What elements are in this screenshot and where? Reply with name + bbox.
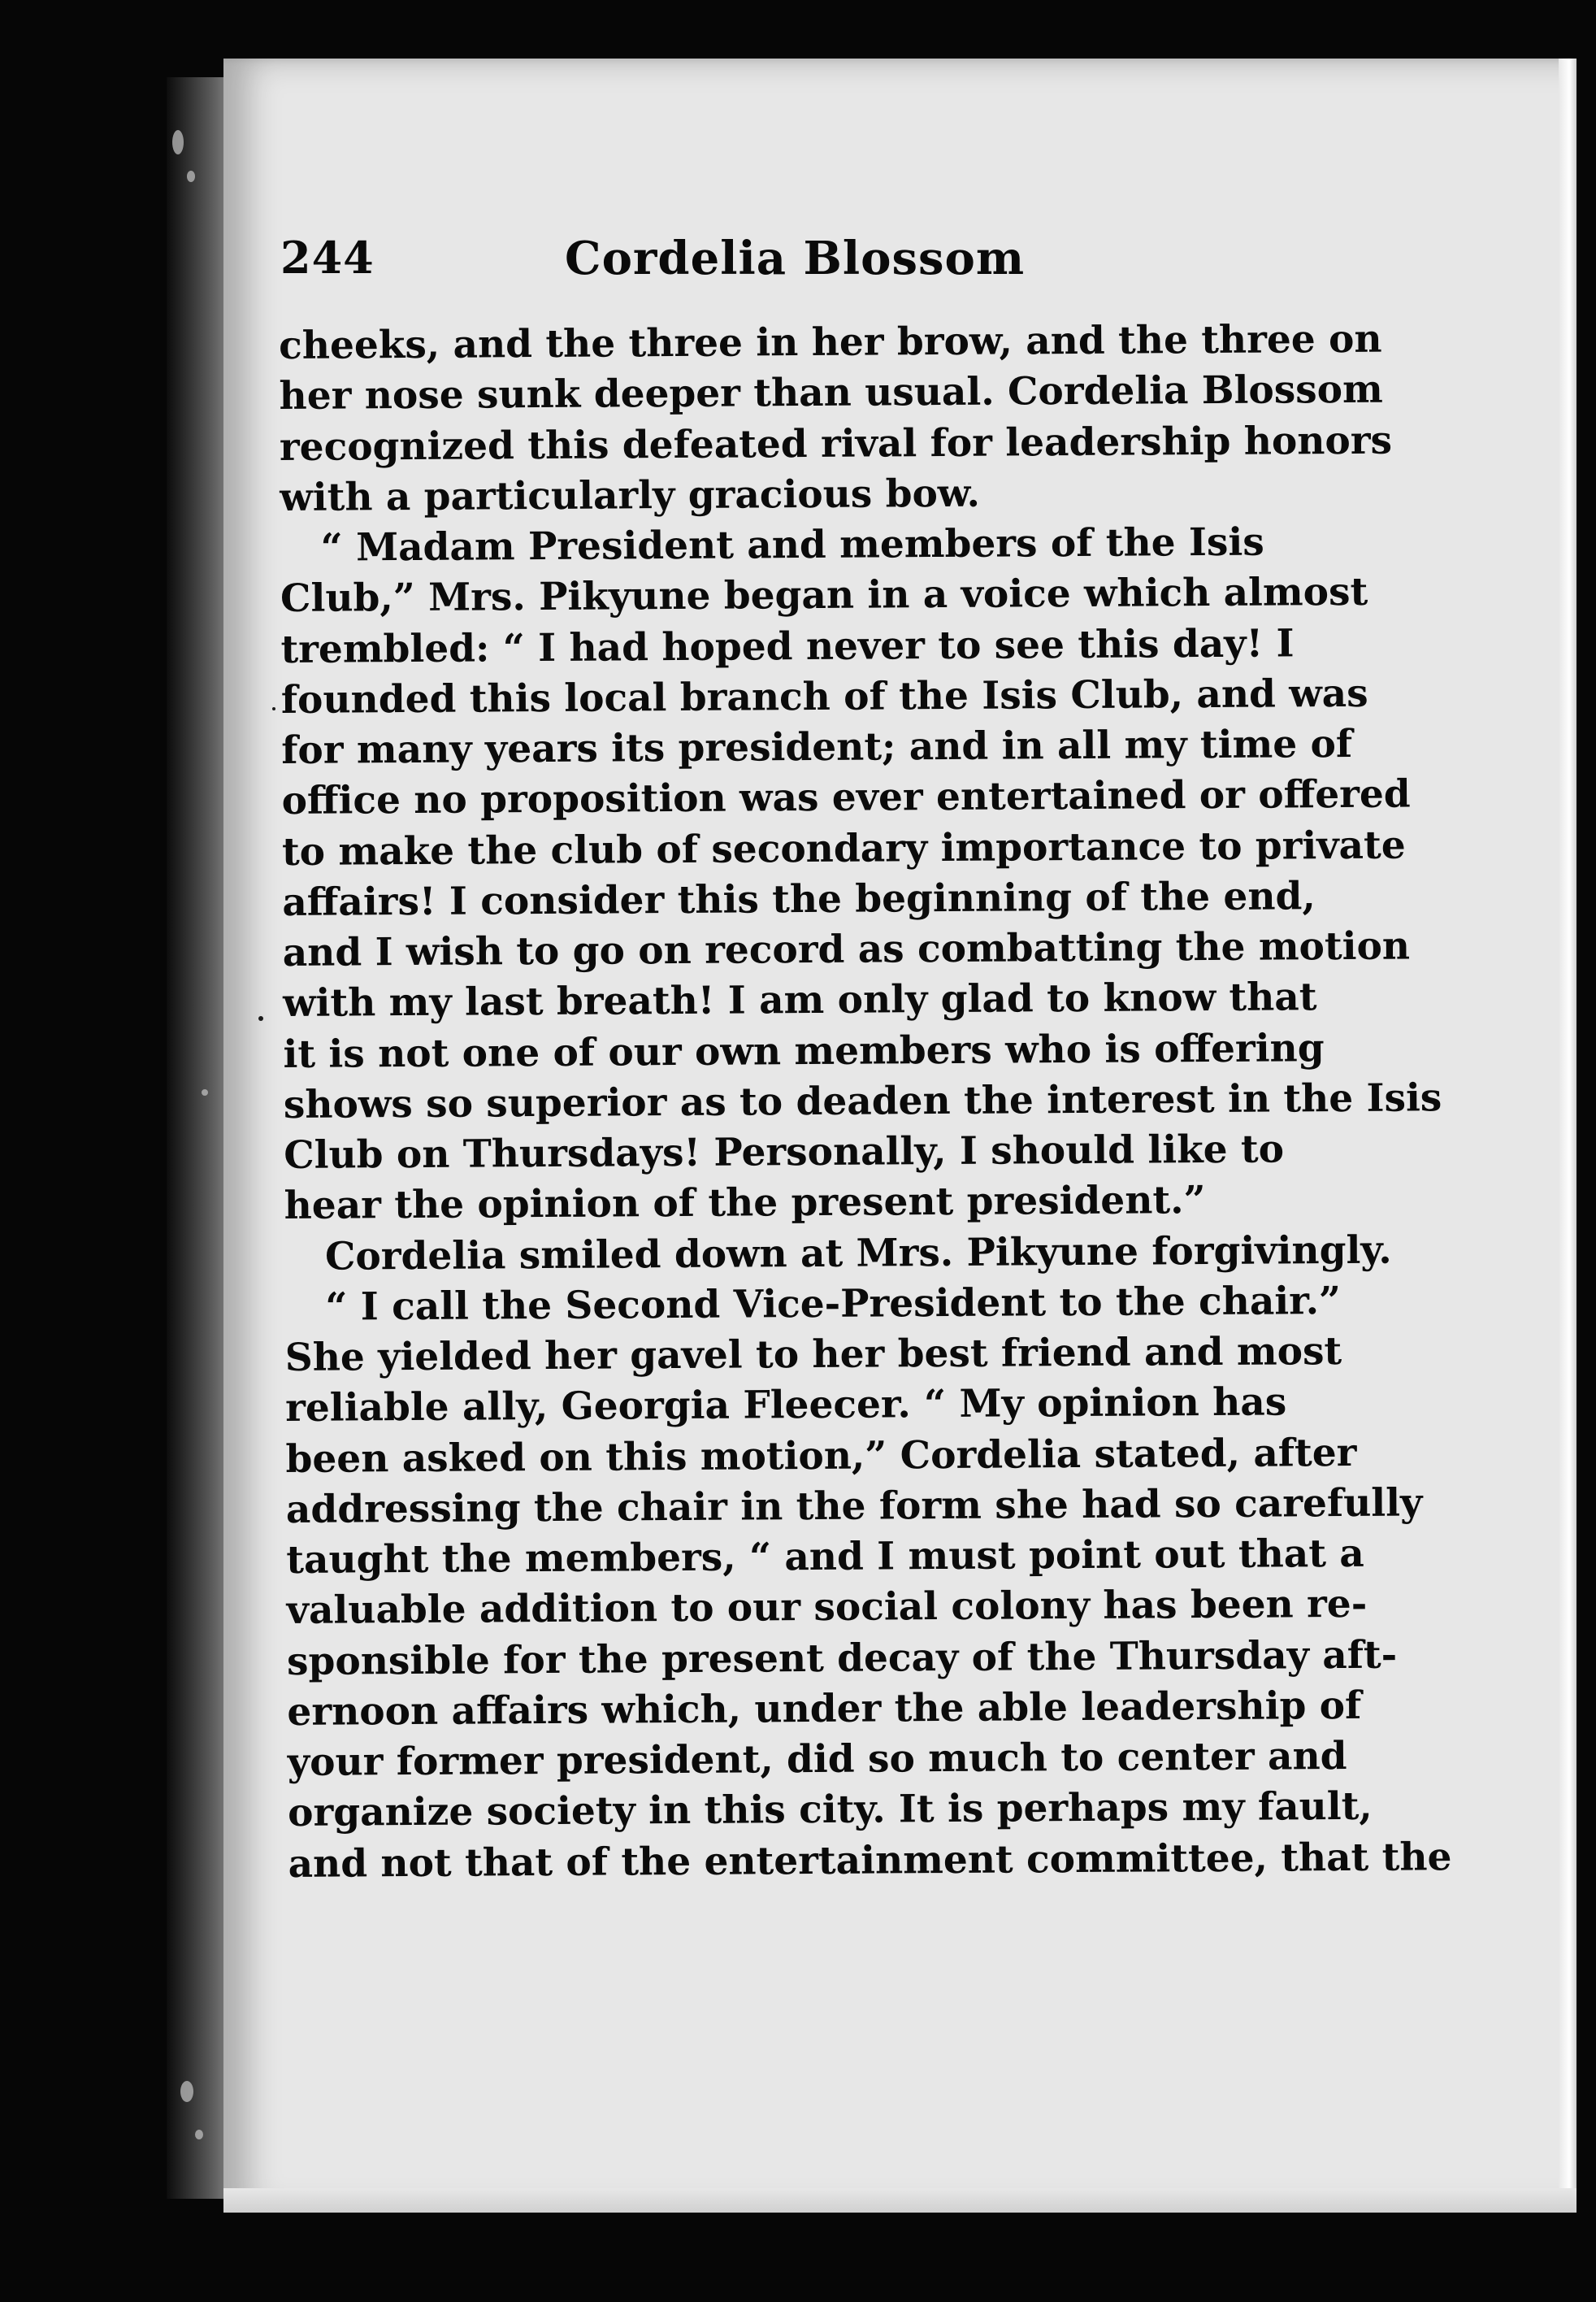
binding-speck — [202, 1089, 208, 1096]
text-line: been asked on this motion,” Cordelia stated, after — [285, 1430, 1357, 1482]
margin-speck — [258, 1016, 263, 1021]
text-line: for many years its president; and in all my time of — [281, 721, 1353, 773]
binding-speck — [172, 130, 184, 154]
text-line: your former president, did so much to center and — [287, 1734, 1347, 1785]
text-line: taught the members, “ and I must point out that a — [286, 1531, 1364, 1583]
text-line: organize society in this city. It is perhaps my fault, — [288, 1784, 1373, 1836]
text-line: founded this local branch of the Isis Club, and was — [280, 671, 1368, 723]
text-line: with my last breath! I am only glad to know that — [282, 975, 1317, 1027]
text-line: trembled: “ I had hoped never to see this day! I — [280, 620, 1295, 672]
text-line: cheeks, and the three in her brow, and the three on — [279, 316, 1382, 368]
text-line: and I wish to go on record as combatting the motion — [282, 923, 1411, 975]
text-line: her nose sunk deeper than usual. Cordelia Blossom — [279, 367, 1383, 419]
text-line: sponsible for the present decay of the Thursday aft- — [286, 1632, 1398, 1684]
text-line: affairs! I consider this the beginning of the end, — [282, 873, 1316, 925]
page-bottom-edge — [223, 2188, 1576, 2213]
text-line: shows so superior as to deaden the interest in the Isis — [283, 1075, 1442, 1127]
text-line: “ I call the Second Vice-President to the chair.” — [325, 1278, 1342, 1330]
text-line: Club,” Mrs. Pikyune began in a voice which almost — [280, 570, 1368, 622]
margin-speck — [272, 707, 275, 710]
page-number: 244 — [280, 232, 375, 284]
running-head — [280, 232, 1174, 297]
text-line: to make the club of secondary importance to private — [281, 823, 1406, 875]
text-line: “ Madam President and members of the Isis — [320, 519, 1264, 571]
text-line: valuable addition to our social colony has been re- — [286, 1582, 1368, 1634]
text-line: recognized this defeated rival for leadership honors — [279, 418, 1393, 470]
body-text — [279, 315, 1452, 1889]
text-line: hear the opinion of the present president.” — [284, 1178, 1206, 1229]
text-line: it is not one of our own members who is offering — [283, 1025, 1325, 1077]
binding-speck — [195, 2130, 203, 2139]
text-line: with a particularly gracious bow. — [280, 471, 981, 520]
text-line: addressing the chair in the form she had so carefully — [285, 1480, 1423, 1532]
text-line: office no proposition was ever entertained or offered — [281, 771, 1411, 824]
text-line: reliable ally, Georgia Fleecer. “ My opinion has — [285, 1379, 1287, 1431]
text-line: ernoon affairs which, under the able leadership of — [287, 1683, 1362, 1735]
binding-speck — [180, 2081, 193, 2102]
book-title: Cordelia Blossom — [565, 232, 1026, 285]
text-line: She yielded her gavel to her best friend and most — [284, 1329, 1342, 1380]
book-binding-edge — [167, 77, 232, 2199]
text-line: and not that of the entertainment committee, that the — [288, 1834, 1452, 1887]
text-line: Cordelia smiled down at Mrs. Pikyune forgivingly. — [324, 1227, 1392, 1279]
binding-speck — [187, 171, 195, 182]
text-line: Club on Thursdays! Personally, I should like to — [284, 1127, 1285, 1178]
page-right-edge — [1559, 59, 1576, 2213]
